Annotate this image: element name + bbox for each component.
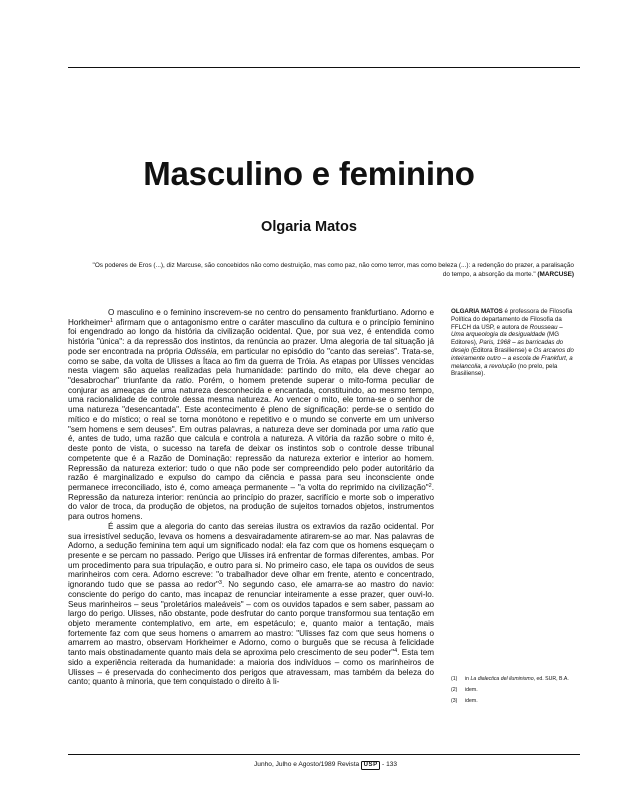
footnote-text: idem. [465, 698, 478, 705]
body-paragraph-1: O masculino e o feminino inscrevem-se no centro do pensamento frankfurtiano. Adorno e Horkheimer$^1$ afirmam que o antagonismo entre o caráter masculino da cultura e o princípio feminino foi engendrado ao longo da história da civilização ocidental. Que, por sua vez, é entendida como história "única": a da repressão dos instintos, da renúncia ao prazer. Uma alegoria de tal situação já pode ser encontrada na própria Odisséia, em particular no episódio do "canto das sereias". Trata-se, como se sabe, da volta de Ulisses a Ítaca ao fim da guerra de Tróia. As etapas por Ulisses vencidas nesta viagem são aquelas realizadas pela humanidade: partindo do mito, ela deve chegar ao "desabrochar" triunfante da ratio. Porém, o homem pretende superar o mito-forma peculiar de conjurar as ameaças de uma natureza desconhecida e encantada, constituindo, ao mesmo tempo, uma racionalidade de controle dessa mesma natureza. Ao vencer o mito, ele torna-se o senhor de uma natureza "desencantada". Este acontecimento é pleno de significação: perde-se o sentido do mítico e do místico; o real se torna monótono e repetitivo e o mundo se converte em um universo "sem homens e sem deuses". Em outras palavras, a natureza deve ser dominada por uma ratio que é, antes de tudo, uma razão que calcula e controla a natureza. A vitória da razão sobre o mito é, deste ponto de vista, o sucesso na tarefa de deixar os instintos sob o controle desse tribunal competente que é a Razão de Dominação: repressão da natureza exterior e interior ao homem. Repressão da natureza exterior: tudo o que não pode ser compreendido pelo poder autoritário da razão é marginalizado e expulso do campo da ciência e passa para seu inconsciente onde permanece irreconciliado, isto é, como ameaça permanente – "a volta do reprimido na civilização"$^2$. Repressão da natureza interior: renúncia ao princípio do prazer, sacrifício e morte sob o imperativo do valor de troca, da produção de objetos, na produção de sujeitos tornados objetos, instrumentos para outros homens. [68, 308, 434, 522]
article-body [68, 308, 434, 687]
author-bio-text: é professora de Filosofia Política do departamento de Filosofia da FFLCH da USP, e autora de Rousseau – Uma arqueologia da desigualdade (MG Editores), Paris, 1968 – as barricadas do desejo (Editora Brasiliense) e Os arcanos do inteiramente outro – a escola de Frankfurt, a melancolia, a revolução (no prelo, pela Brasiliense). [451, 308, 574, 378]
article-title: Masculino e feminino [143, 155, 475, 192]
footnote-text: in La dialectica del iluminismo, ed. SUR, B.A. [465, 676, 569, 682]
epigraph-source: (MARCUSE) [537, 271, 574, 278]
article-author: Olgaria Matos [261, 219, 357, 235]
top-rule [68, 67, 580, 68]
footnotes [451, 676, 581, 709]
body-paragraph-2: É assim que a alegoria do canto das sereias ilustra os extravios da razão ocidental. Por sua irresistível sedução, levava os homens a desvairadamente atirarem-se ao mar. Nas palavras de Adorno, a sedução feminina tem aqui um significado nodal: ela faz com que os homens esqueçam o presente e se percam no passado. Perigo que Ulisses irá enfrentar de formas diferentes, ambas. Por um procedimento para sua tripulação, e outro para si. No primeiro caso, ele tapa os ouvidos de seus marinheiros com cera. Adorno escreve: "o trabalhador deve olhar em frente, atento e concentrado, ignorando tudo que se passa ao redor"$^3$. No segundo caso, ele amarra-se ao mastro do navio: consciente do perigo do canto, mas incapaz de renunciar inteiramente a esse prazer, quer ouvi-lo. Seus marinheiros – seus "proletários maleáveis" – com os ouvidos tapados e sem saber, passam ao largo do perigo. Ulisses, não obstante, pode desfrutar do canto porque transformou sua tentação em objeto meramente contemplativo, em arte, em espetáculo; e, quanto maior a tentação, mais fortemente faz com que seus homens o amarrem ao mastro: "Ulisses faz com que seus homens o amarrem ao mastro, observam Horkheimer e Adorno, como o burguês que se recusa à felicidade tanto mais obstinadamente quanto mais dela se aproxima pelo crescimento de seu poder"$^4$. Esta tem sido a experiência reiterada da humanidade: a maioria dos indivíduos – como os marinheiros de Ulisses – é preservada do conhecimento dos perigos que atravessam, mas também da beleza do canto; quanto à minoria, que tem conquistado o direito à li- [68, 521, 435, 687]
footnote-number: (2) [451, 687, 458, 694]
footnote-number: (1) [451, 676, 458, 682]
footnote-3 [451, 698, 581, 705]
footer-issue: Junho, Julho e Agosto/1989 Revista [254, 761, 360, 768]
author-bio [451, 308, 575, 378]
footnote-number: (3) [451, 698, 458, 705]
page-number: - 133 [382, 761, 398, 768]
usp-logo: USP [361, 761, 380, 770]
footnote-text: idem. [465, 687, 478, 694]
footnote-1 [451, 676, 581, 683]
bottom-rule [68, 754, 580, 755]
epigraph-quote: "Os poderes de Eros (...), diz Marcuse, são concebidos não como destruição, mas como paz, não como terror, mas como beleza (...): a redenção do prazer, a paralisação do tempo, a absorção da morte." [92, 262, 574, 278]
epigraph [84, 261, 574, 279]
footnote-2 [451, 687, 581, 694]
author-bio-name: OLGARIA MATOS [451, 308, 503, 315]
page-footer [254, 761, 397, 770]
